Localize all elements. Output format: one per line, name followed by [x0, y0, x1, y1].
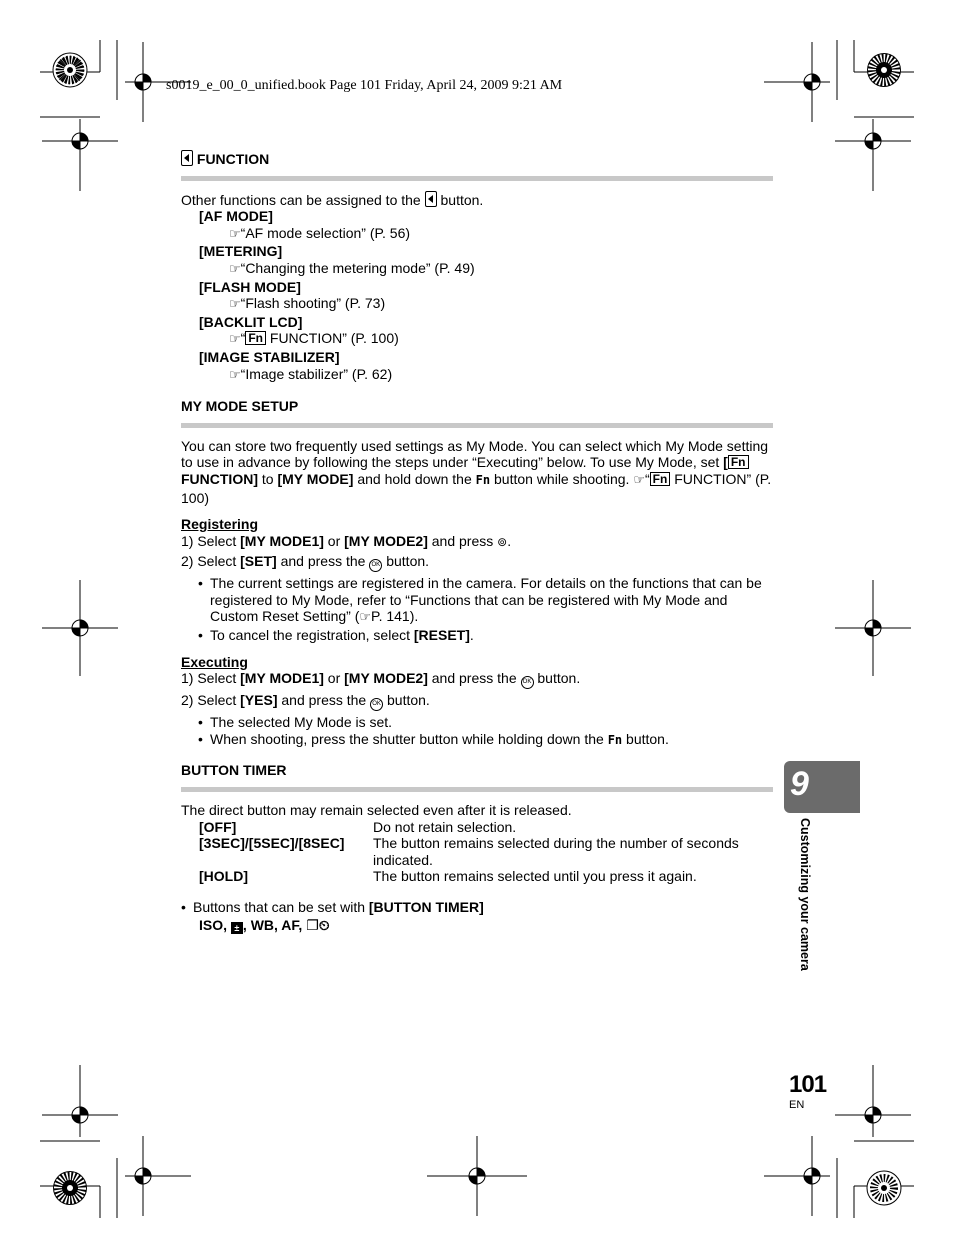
executing-step-1: 1) Select [MY MODE1] or [MY MODE2] and press the OK button. [181, 670, 773, 689]
subsection-executing: Executing [181, 653, 248, 670]
pointing-hand-icon: ☞ [229, 226, 241, 242]
fn-button-icon: Fn [728, 455, 749, 469]
list-item: • The current settings are registered in the camera. For details on the functions that can be registered to My Mode, refer to “Functions that can be registered with My Mode and Custom Reset Setting” (☞P. 141). [181, 575, 773, 627]
list-item: • To cancel the registration, select [RESET]. [181, 627, 773, 644]
wb-icon: WB [250, 916, 275, 933]
option-label: [IMAGE STABILIZER] [199, 348, 340, 365]
option-label: [BACKLIT LCD] [199, 313, 303, 330]
page-reference: ☞“Image stabilizer” (P. 62) [229, 365, 393, 383]
fn-button-icon: Fn [650, 472, 671, 486]
option-label: [METERING] [199, 243, 283, 260]
fn-label-icon: Fn [475, 472, 491, 487]
section-title-function: FUNCTION [181, 150, 773, 168]
option-label: [AF MODE] [199, 208, 273, 225]
pointing-hand-icon: ☞ [229, 332, 241, 348]
section1-intro: Other functions can be assigned to the button. [181, 191, 484, 208]
section-rule [181, 423, 773, 428]
pointing-hand-icon: ☞ [229, 297, 241, 313]
chapter-tab: 9 [784, 761, 860, 813]
table-row: [OFF] Do not retain selection. [199, 818, 517, 835]
exposure-compensation-icon: ± [231, 922, 243, 934]
chapter-label: Customizing your camera [798, 818, 812, 971]
pointing-hand-icon: ☞ [633, 472, 645, 488]
pointing-hand-icon: ☞ [229, 367, 241, 383]
page-reference: ☞“AF mode selection” (P. 56) [229, 224, 411, 242]
section3-intro: The direct button may remain selected even after it is released. [181, 802, 572, 819]
print-header: s0019_e_00_0_unified.book Page 101 Friday, April 24, 2009 9:21 AM [166, 78, 563, 93]
page-reference: ☞“ Fn FUNCTION” (P. 100) [229, 330, 399, 348]
ok-button-icon: OK [521, 676, 534, 689]
arrow-pad-icon: ⊚ [497, 534, 508, 549]
ok-button-icon: OK [369, 559, 382, 572]
page-reference: ☞“Flash shooting” (P. 73) [229, 295, 386, 313]
executing-step-2: 2) Select [YES] and press the OK button. [181, 692, 773, 711]
list-item: • The selected My Mode is set. [181, 714, 773, 731]
pointing-hand-icon: ☞ [359, 610, 372, 626]
fn-button-icon: Fn [245, 331, 266, 345]
page-reference: ☞“Changing the metering mode” (P. 49) [229, 259, 475, 277]
iso-icon: ISO [199, 916, 224, 933]
left-button-icon [425, 191, 437, 207]
list-item: • When shooting, press the shutter button while holding down the Fn button. [181, 731, 773, 749]
page-number: 101 [789, 1071, 827, 1098]
registering-step-1: 1) Select [MY MODE1] or [MY MODE2] and press ⊚. [181, 532, 512, 549]
language-code: EN [789, 1099, 805, 1111]
drive-self-timer-icon: ❐⏲ [306, 916, 330, 933]
section-title-button-timer: BUTTON TIMER [181, 762, 287, 779]
list-item: • Buttons that can be set with [BUTTON TIMER] [181, 899, 773, 916]
page-content [181, 150, 773, 934]
section-rule [181, 176, 773, 181]
subsection-registering: Registering [181, 516, 259, 533]
section-title-my-mode-setup: MY MODE SETUP [181, 398, 299, 415]
left-button-icon [181, 150, 193, 166]
table-row: [3SEC]/[5SEC]/[8SEC] The button remains selected during the number of seconds indicated. [199, 835, 739, 868]
button-icons-line: ISO, ± , WB, AF, ❐⏲ [199, 916, 330, 933]
ok-button-icon: OK [370, 698, 383, 711]
af-icon: AF [281, 916, 299, 933]
table-row: [HOLD] The button remains selected until you press it again. [199, 868, 697, 885]
section-rule [181, 787, 773, 792]
button-timer-table [199, 819, 773, 885]
section2-paragraph: You can store two frequently used settings as My Mode. You can select which My Mode setting to use in advance by following the steps under “Executing” below. To use My Mode, set [ Fn FUNCTION] to [MY MODE] and hold down the Fn button while shooting. ☞“ Fn FUNCTION” (P. 100) [181, 437, 772, 506]
registering-step-2: 2) Select [SET] and press the OK button. [181, 553, 773, 572]
pointing-hand-icon: ☞ [229, 261, 241, 277]
option-label: [FLASH MODE] [199, 278, 301, 295]
fn-label-icon: Fn [607, 732, 623, 747]
